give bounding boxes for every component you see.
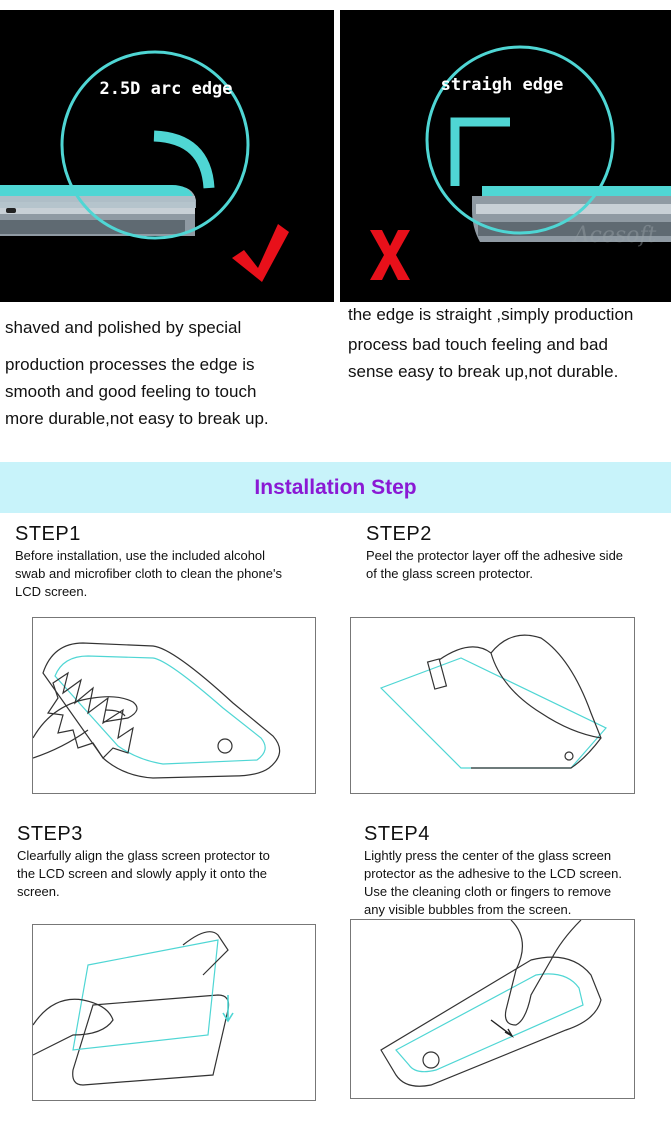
step-text-line: LCD screen. — [15, 584, 88, 599]
step-text-line: screen. — [17, 884, 60, 899]
phone-edge-image — [0, 185, 196, 236]
installation-banner — [0, 462, 671, 513]
step-text-line: Clearfully align the glass screen protector to — [17, 848, 270, 863]
step-4-illustration — [350, 919, 635, 1099]
step-text-line: Lightly press the center of the glass screen — [364, 848, 612, 863]
step-text-line: Before installation, use the included alcohol — [15, 548, 266, 563]
step-text-line: the LCD screen and slowly apply it onto the — [17, 866, 268, 881]
step-3-illustration — [32, 924, 316, 1101]
description-line: shaved and polished by special — [5, 318, 242, 337]
step-2-illustration — [350, 617, 635, 794]
step-title: STEP3 — [17, 823, 83, 845]
step-1 — [15, 522, 335, 601]
straight-edge-photo — [340, 10, 671, 302]
step-text-line: swab and microfiber cloth to clean the phone's — [15, 566, 282, 581]
straight-edge-label: straigh edge — [440, 75, 564, 95]
step-text-line: protector as the adhesive to the LCD screen. — [364, 866, 622, 881]
step-text-line: any visible bubbles from the screen. — [364, 902, 572, 917]
banner-title: Installation Step — [254, 476, 417, 499]
description-line: sense easy to break up,not durable. — [348, 362, 619, 381]
step-1-illustration — [32, 617, 316, 794]
arc-edge-label: 2.5D arc edge — [99, 79, 233, 99]
description-line: the edge is straight ,simply production — [348, 305, 634, 324]
step-title: STEP4 — [364, 823, 430, 845]
step-4 — [364, 822, 664, 919]
step-title: STEP2 — [366, 523, 432, 545]
step-2 — [366, 522, 666, 583]
description-line: smooth and good feeling to touch — [5, 382, 257, 401]
step-title: STEP1 — [15, 523, 81, 545]
watermark: Acesoft — [573, 223, 657, 248]
description-line: process bad touch feeling and bad — [348, 335, 608, 354]
step-text-line: of the glass screen protector. — [366, 566, 533, 581]
step-text-line: Use the cleaning cloth or fingers to remove — [364, 884, 612, 899]
step-text-line: Peel the protector layer off the adhesive side — [366, 548, 624, 563]
description-line: production processes the edge is — [5, 355, 255, 374]
arc-edge-description — [5, 314, 331, 432]
arc-edge-photo — [0, 10, 334, 302]
description-line: more durable,not easy to break up. — [5, 409, 269, 428]
straight-edge-description — [348, 304, 668, 385]
step-3 — [17, 822, 337, 901]
